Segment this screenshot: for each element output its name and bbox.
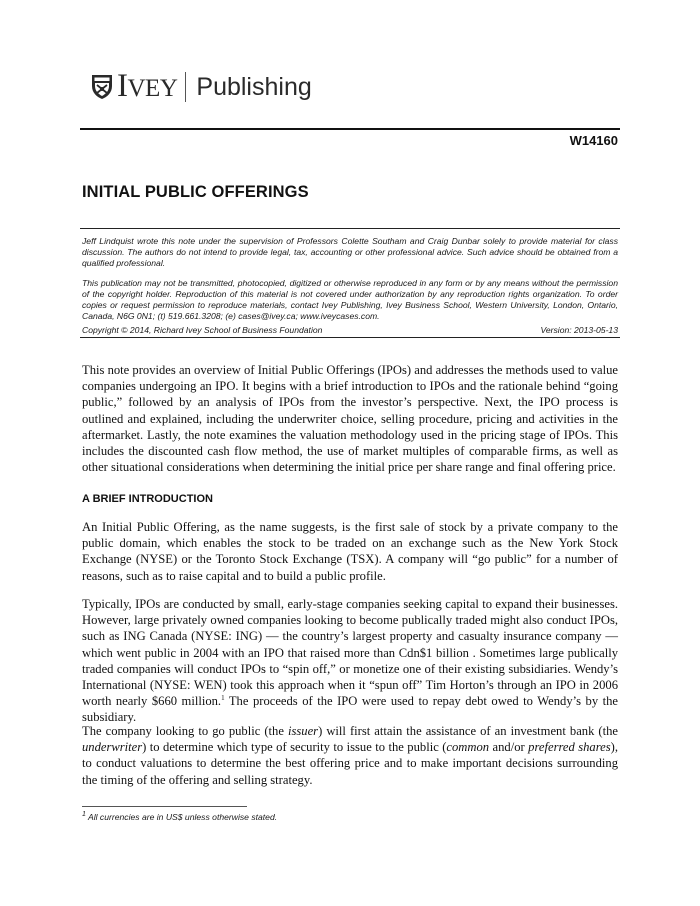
footnote-text: All currencies are in US$ unless otherwise stated. (85, 812, 278, 822)
intro-paragraph: This note provides an overview of Initial Public Offerings (IPOs) and addresses the methods used to value companies undergoing an IPO. It begins with a brief introduction to IPOs and the rationale behind “going public,” followed by an analysis of IPOs from the investor’s perspective. Next, the IPO process is outlined and explained, including the underwriter choice, selling procedure, pricing and activities in the aftermarket. Lastly, the note examines the valuation methodology used in the pricing stage of IPOs. This includes the discounted cash flow method, the use of market multiples of comparable firms, as well as other situational considerations when determining the initial price per share range and final offering price. (82, 363, 618, 475)
section-heading: A BRIEF INTRODUCTION (82, 493, 213, 505)
footnote-marker[interactable]: 1 (221, 694, 225, 703)
paragraph-text: ) will first attain the assistance of an investment bank (the (318, 724, 618, 738)
rights-notice: This publication may not be transmitted, photocopied, digitized or otherwise reproduced in any form or by any means without the permission of the copyright holder. Reproduction of this material is not covered under authorization by any reproduction rights organization. To order copies or request permission to reproduce materials, contact Ivey Publishing, Ivey Business School, Western University, London, Ontario, Canada, N6G 0N1; (t) 519.661.3208; (e) cases@ivey.ca; www.iveycases.com. (82, 278, 618, 321)
body-paragraph-3 (82, 723, 618, 788)
authorship-note: Jeff Lindquist wrote this note under the supervision of Professors Colette Southam and Craig Dunbar solely to provide material for class discussion. The authors do not intend to provide legal, tax, accounting or other professional advice. Such advice should be obtained from a qualified professional. (82, 236, 618, 268)
term-common: common (446, 740, 490, 755)
document-title: INITIAL PUBLIC OFFERINGS (82, 183, 309, 201)
paragraph-text: The company looking to go public (the (82, 724, 288, 738)
version-text: Version: 2013-05-13 (540, 325, 618, 335)
copyright-rule (80, 337, 620, 338)
term-underwriter: underwriter (82, 740, 143, 755)
footnote-number: 1 (82, 811, 86, 819)
copyright-line (82, 325, 618, 335)
paragraph-text: Typically, IPOs are conducted by small, early-stage companies seeking capital to expand their businesses. However, large privately owned companies looking to become publically traded might also conduct IPOs, such as ING Canada (NYSE: ING) — the country’s largest property and casualty insurance company — which went public in 2004 with an IPO that raised more than Cdn$1 billion . Sometimes large publically traded companies will conduct IPOs to “spin off,” or monetize one of their existing subsidiaries. Wendy’s International (NYSE: WEN) took this approach when it “spun off” Tim Horton’s through an IPO in 2006 worth nearly $660 million. (82, 597, 618, 709)
term-preferred-shares: preferred shares (528, 740, 611, 755)
paragraph-text: and/or (489, 740, 529, 755)
ivey-shield-icon (91, 74, 113, 100)
case-number: W14160 (569, 133, 618, 148)
paragraph-text: ) to determine which type of security to issue to the public ( (142, 740, 447, 755)
body-paragraph-2 (82, 596, 618, 726)
brand-name: IVEY (117, 67, 178, 104)
title-rule (80, 228, 620, 229)
footnote-1 (82, 812, 277, 822)
paragraph-text: The proceeds of the IPO were used to repay debt owed to Wendy’s by the subsidiary. (82, 694, 619, 725)
paragraph-text: ), to conduct valuations to determine the best offering price and to make important decisions surrounding the timing of the offering and selling strategy. (82, 740, 618, 787)
logo-divider (185, 72, 186, 102)
ivey-publishing-logo (91, 67, 312, 104)
term-issuer: issuer (287, 724, 319, 738)
footnote-rule (82, 806, 247, 807)
body-paragraph-1: An Initial Public Offering, as the name suggests, is the first sale of stock by a private company to the public domain, which enables the stock to be traded on an exchange such as the New York Stock Exchange (NYSE) or the Toronto Stock Exchange (TSX). A company will “go public” for a number of reasons, such as to raise capital and to build a public profile. (82, 520, 618, 583)
copyright-text: Copyright © 2014, Richard Ivey School of Business Foundation (82, 325, 323, 335)
header-rule (80, 128, 620, 130)
brand-subtitle: Publishing (196, 73, 312, 101)
